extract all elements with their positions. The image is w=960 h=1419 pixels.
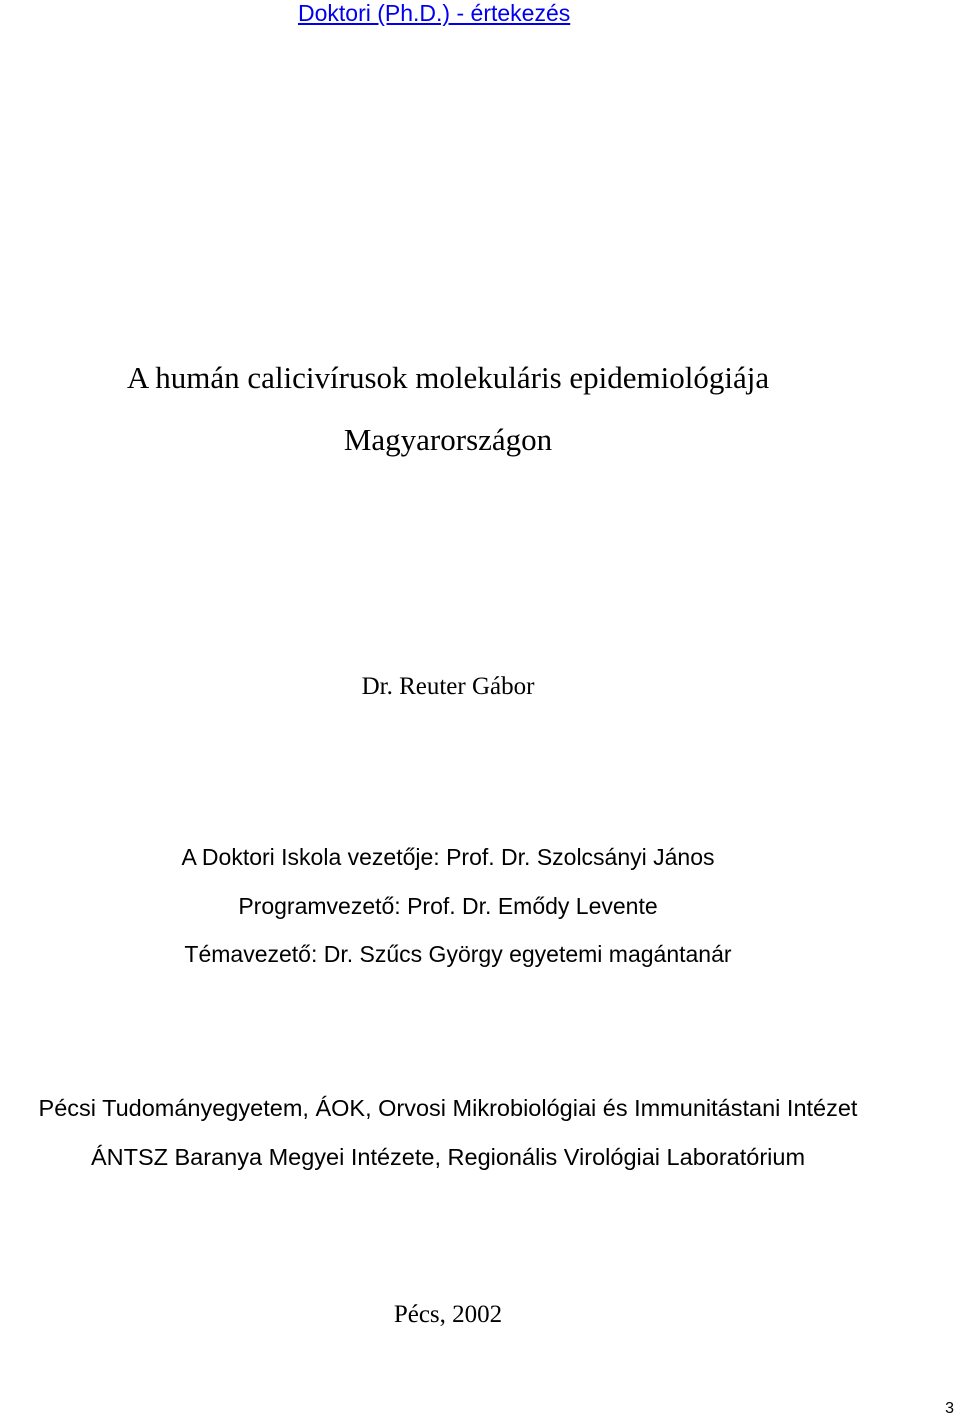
title-line-2: Magyarországon bbox=[343, 422, 553, 457]
institution-line-1: Pécsi Tudományegyetem, ÁOK, Orvosi Mikrobiológiai és Immunitástani Intézet bbox=[38, 1095, 858, 1121]
program-head-line: Programvezető: Prof. Dr. Emődy Levente bbox=[238, 893, 658, 919]
title-line-1: A humán calicivírusok molekuláris epidemiológiája bbox=[126, 360, 770, 395]
school-head-line: A Doktori Iskola vezetője: Prof. Dr. Szolcsányi János bbox=[181, 844, 715, 870]
advisor-line: Témavezető: Dr. Szűcs György egyetemi magántanár bbox=[184, 941, 732, 967]
page-number: 3 bbox=[945, 1400, 954, 1417]
author-name: Dr. Reuter Gábor bbox=[361, 673, 535, 700]
header-link[interactable]: Doktori (Ph.D.) - értekezés bbox=[298, 0, 571, 26]
institution-line-2: ÁNTSZ Baranya Megyei Intézete, Regionális Virológiai Laboratórium bbox=[90, 1144, 806, 1170]
place-year: Pécs, 2002 bbox=[393, 1301, 503, 1328]
